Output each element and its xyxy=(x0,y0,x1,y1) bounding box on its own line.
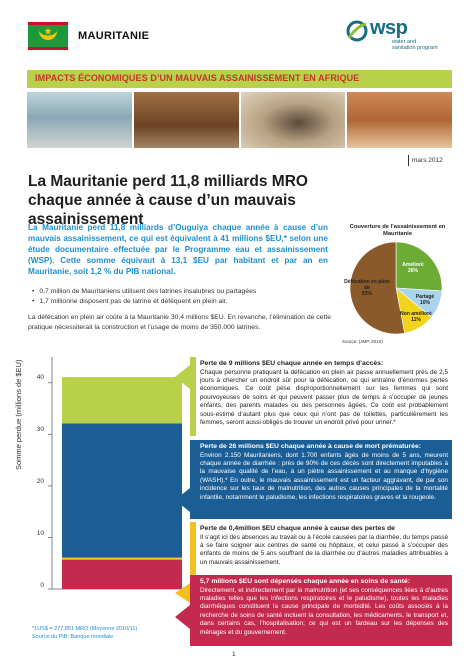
section-banner xyxy=(27,70,452,88)
pie-label-partage: Partagé 10% xyxy=(415,294,435,306)
pie-label-non-ameliore: Non amélioré 11% xyxy=(400,311,432,323)
bar-segment xyxy=(62,558,182,560)
wsp-logo-text: wsp xyxy=(370,17,408,39)
photo-hands xyxy=(134,92,239,148)
y-axis-label: Somme perdue (millions de $EU) xyxy=(14,359,23,470)
country-name: MAURITANIE xyxy=(78,30,150,42)
callout-text: Il s’agit ici des absences au travail ou à l’école causées par la diarrhée, du temps passé à se faire soigner aux centres de santé ou hôpitaux, et celui passé à s’occuper des enfants de moins de 5 ans souffrant de la diarrhée ou d’autres maladies attribuables à un mauvais assainissement. xyxy=(200,533,448,566)
callout-access-time xyxy=(190,357,452,436)
header xyxy=(0,0,470,62)
callout-connectors xyxy=(175,355,191,645)
callout-title: Perte de 9 millions $EU chaque année en temps d’accès: xyxy=(200,360,384,367)
callout-health-care xyxy=(190,575,452,646)
page-number: 1 xyxy=(232,651,236,658)
callout-premature-death xyxy=(190,440,452,519)
bar-segment xyxy=(62,424,182,558)
callout-productivity xyxy=(190,522,452,580)
photo-water-tap xyxy=(27,92,132,148)
pie-label-ameliore: Amélioré 26% xyxy=(402,262,424,274)
mauritania-flag-icon xyxy=(28,22,68,50)
callout-title: Perte de 26 millions $EU chaque année à cause de mort prématurée: xyxy=(200,443,421,450)
y-tick-label: 20 xyxy=(36,478,44,485)
list-item: • 1,7 millionne disposent pas de latrine et défèquent en plein air. xyxy=(32,297,332,307)
page-title: La Mauritanie perd 11,8 milliards MRO chaque année à cause d’un mauvais assainissement xyxy=(28,173,308,228)
y-tick-label: 30 xyxy=(36,426,44,433)
callout-title: Perte de 0,4million $EU chaque année à cause des pertes de xyxy=(200,525,395,532)
list-item: • 0,7 million de Mauritaniens utilisent des latrines insalubres ou partagées xyxy=(32,287,332,297)
photo-child xyxy=(347,92,452,148)
y-tick-label: 10 xyxy=(36,530,44,537)
photo-latrine xyxy=(241,92,346,148)
callout-text: Environ 2.150 Mauritaniens, dont 1.700 enfants âgés de moins de 5 ans, meurent chaque année de diarrhée : près de 90% de ces décès sont directement imputables à la mauvaise qualité de l’eau, à un piètre assainissement et au manque d’hygiène (WASH).* En outre, le mauvais assainissement est un facteur aggravant, de par son incidence sur les taux de malnutrition, des autres causes principales de la mortalité infantile, notamment le paludisme, les infections respiratoires graves et la rougeole. xyxy=(200,451,448,501)
callout-title: 5,7 millions $EU sont dépensés chaque année en soins de santé: xyxy=(200,578,411,585)
callout-text: Directement, et indirectement par la malnutrition (et ses conséquences liées à d’autres maladies telles que les infections respiratoires et le paludisme), toutes les maladies diarrhéiques constituent la cause principale de morbidité. Les coûts associés à la recherche de soins de santé incluent la consultation, les médicaments, le transport et, dans certains cas, l’hospitalisation; ce qui est un fardeau sur les dépenses des ménages et du gouvernement. xyxy=(200,586,448,636)
wsp-logo-icon xyxy=(346,20,368,42)
bar-segment xyxy=(62,377,182,423)
open-defecation-paragraph: La défécation en plein air coûte à la Mauritanie 30,4 millions $EU. En revanche, l’élimination de cette pratique nécessiterait la construction et l’usage de moins de 350.000 latrines. xyxy=(28,314,332,331)
stats-list xyxy=(32,287,332,306)
callout-text: Chaque personne pratiquant la défécation en plein air passe annuellement près de 2,5 jours à chercher un endroit sûr pour la défécation, ce qui entraîne d’énormes pertes économiques. Ce coût pèse disproportionnellement sur les femmes qui sont pourvoyeuses de soins et qui peuvent passer plus de temps à s’occuper de jeunes enfants, des parents malades ou des personnes âgées. Ce coût est probablement sous-estimé d’autant plus que ceux qui n’ont pas de toilettes, particulièrement les femmes, seront aussi obligés de trouver un endroit privé pour uriner.* xyxy=(200,368,448,426)
photo-strip xyxy=(27,92,452,148)
pie-source: Source: (JMP, 2010) xyxy=(342,339,383,344)
bar-segment xyxy=(62,560,182,589)
intro-paragraph: La Mauritanie perd 11,8 milliards d’Ouguiya chaque année à cause d’un mauvais assainissement, ce qui est équivalent à 41 millions $EU,* selon une étude documentaire effectuée par le Programme eau et assainissement (WSP). Cette somme équivaut à 13,1 $EU par habitant et par an en Mauritanie, soit 1,2 % du PIB national. xyxy=(28,223,328,276)
footnote: *1US$ = 277,851 MRO (Moyenne 2010/11) Source du PIB: Banque mondiale xyxy=(32,626,138,640)
cost-stacked-bar-chart xyxy=(26,353,196,625)
publication-date: mars 2012 xyxy=(412,157,443,164)
date-divider xyxy=(408,155,409,166)
pie-title: Couverture de l’assainissement en Mauritanie xyxy=(349,224,446,237)
y-tick-label: 0 xyxy=(40,582,44,589)
pie-label-defecation: Défécation en plein air 53% xyxy=(344,279,390,297)
wsp-logo-subtitle: water and sanitation program xyxy=(392,39,438,51)
banner-title: IMPACTS ÉCONOMIQUES D’UN MAUVAIS ASSAINISSEMENT EN AFRIQUE xyxy=(35,73,360,83)
y-tick-label: 40 xyxy=(36,374,44,381)
